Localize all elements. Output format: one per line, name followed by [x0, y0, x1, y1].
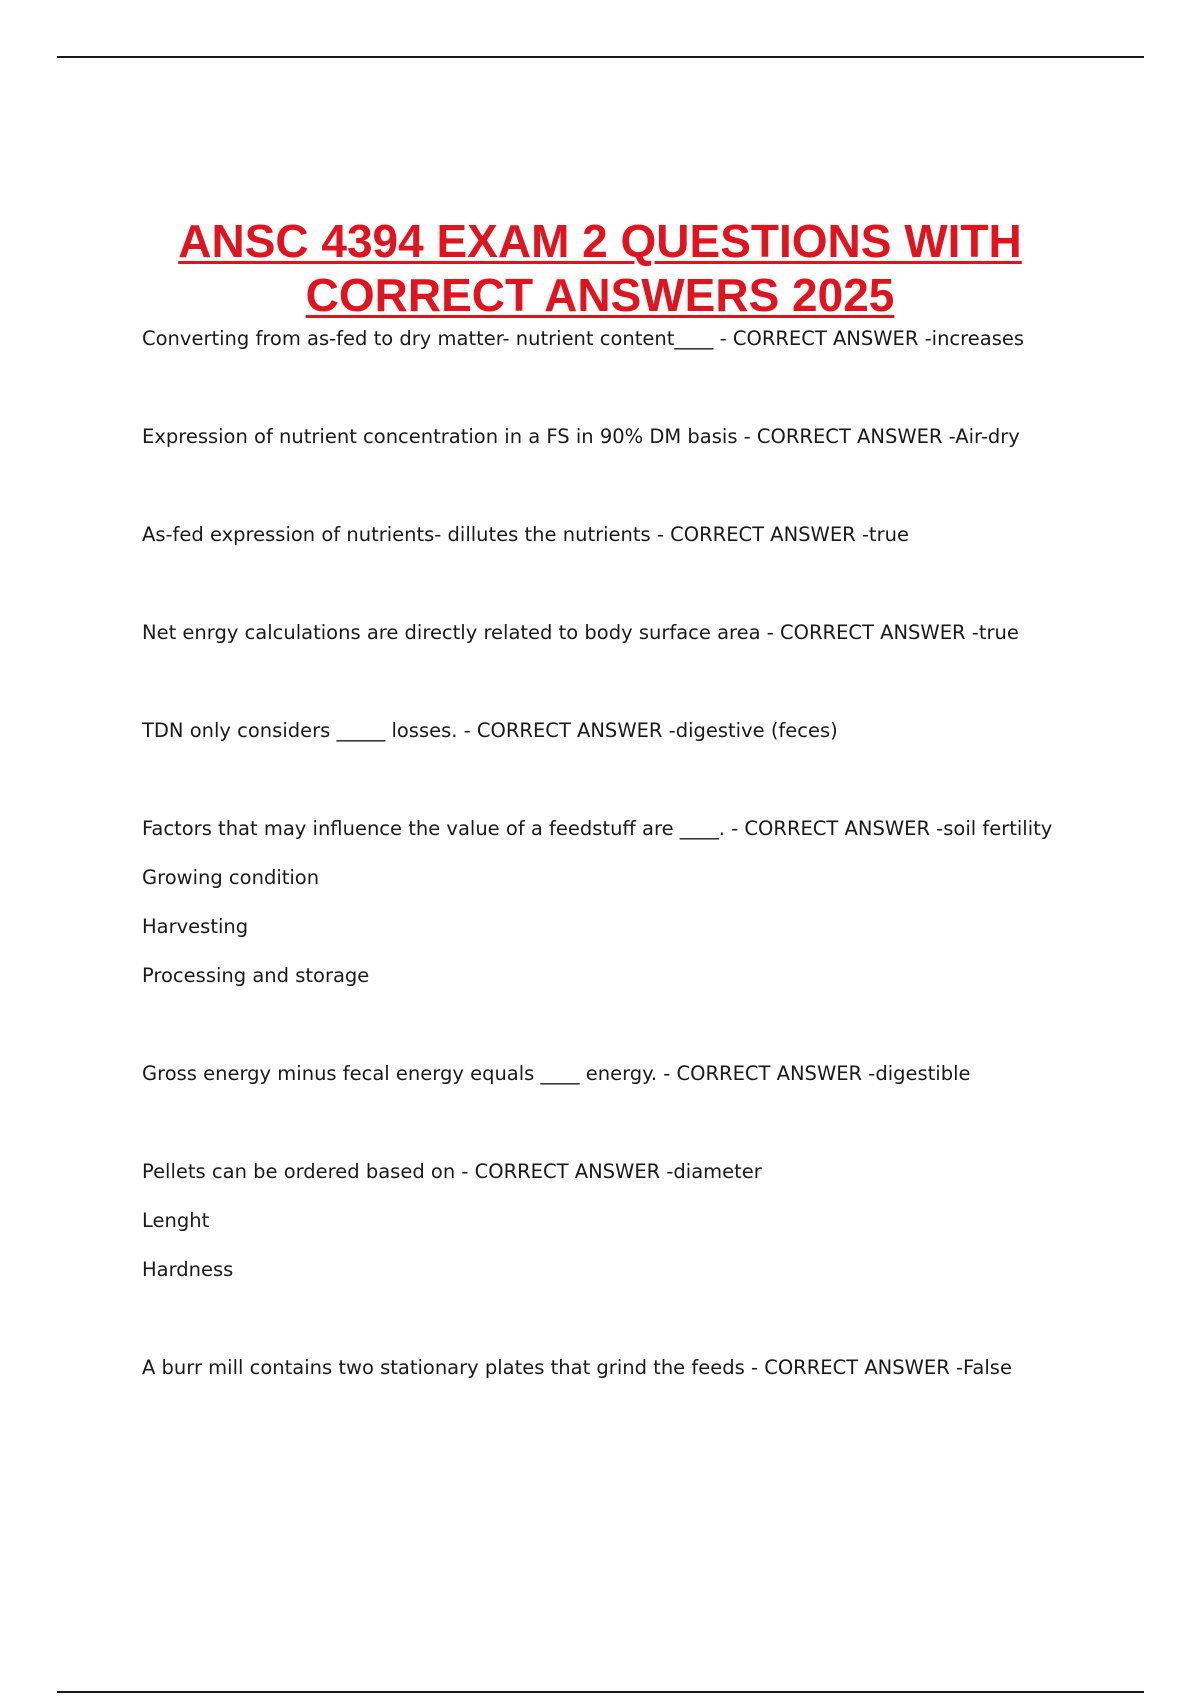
page-title [100, 214, 1100, 322]
bottom-rule [57, 1691, 1144, 1693]
qa-line-8: Harvesting [142, 915, 249, 938]
qa-line-11: Pellets can be ordered based on - CORRECT ANSWER -diameter [142, 1160, 762, 1183]
qa-line-6: Factors that may influence the value of a feedstuff are ____. - CORRECT ANSWER -soil fertility [142, 817, 1053, 840]
qa-line-10: Gross energy minus fecal energy equals ____ energy. - CORRECT ANSWER -digestible [142, 1062, 971, 1085]
qa-line-14: A burr mill contains two stationary plates that grind the feeds - CORRECT ANSWER -False [142, 1356, 1012, 1379]
qa-line-4: Net enrgy calculations are directly related to body surface area - CORRECT ANSWER -true [142, 621, 1019, 644]
top-rule [57, 56, 1144, 58]
qa-line-13: Hardness [142, 1258, 234, 1281]
title-line-2: CORRECT ANSWERS 2025 [305, 269, 895, 321]
title-line-1: ANSC 4394 EXAM 2 QUESTIONS WITH [178, 215, 1022, 267]
qa-line-12: Lenght [142, 1209, 210, 1232]
qa-line-1: Converting from as-fed to dry matter- nutrient content____ - CORRECT ANSWER -increases [142, 327, 1025, 350]
qa-line-3: As-fed expression of nutrients- dillutes the nutrients - CORRECT ANSWER -true [142, 523, 909, 546]
qa-line-5: TDN only considers _____ losses. - CORRECT ANSWER -digestive (feces) [142, 719, 838, 742]
qa-line-7: Growing condition [142, 866, 320, 889]
qa-line-9: Processing and storage [142, 964, 370, 987]
qa-line-2: Expression of nutrient concentration in a FS in 90% DM basis - CORRECT ANSWER -Air-dry [142, 425, 1020, 448]
